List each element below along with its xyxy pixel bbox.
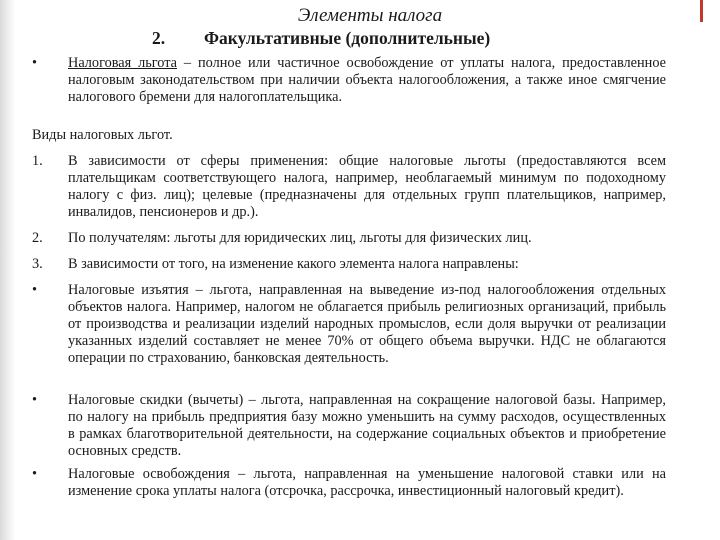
bullet-marker: • bbox=[32, 392, 38, 408]
bullet-text: Налоговые изъятия – льгота, направленная на выведение из-под налогообложения отдельных объектов налога. Например, налогом не облагается прибыль религиозных организаций, прибыль от производства и реализации изделий народных промыслов, если доля выручки от реализации указанных изделий составляет не менее 70% от общего объема выручки. НДС не облагаются операции по страхованию, банковская деятельность. bbox=[68, 282, 666, 366]
intro-definition: – полное или частичное освобождение от уплаты налога, предоставленное налоговым законодательством при наличии объекта налогообложения, а также иное смягчение налогового бремени для налогоплательщика. bbox=[68, 55, 666, 105]
intro-term: Налоговая льгота bbox=[68, 55, 178, 71]
item-number: 3. bbox=[32, 256, 43, 272]
section-heading bbox=[152, 27, 490, 49]
item-text: По получателям: льготы для юридических лиц, льготы для физических лиц. bbox=[68, 230, 532, 246]
item-number: 2. bbox=[32, 230, 43, 246]
section-heading-number: 2. bbox=[152, 28, 166, 48]
slide-title: Элементы налога bbox=[297, 5, 443, 26]
bullet-text: Налоговые скидки (вычеты) – льгота, направленная на сокращение налоговой базы. Например, по налогу на прибыль предприятия базу можно уменьшить на сумму расходов, осуществленных в рамках благотворительной деятельности, на содержание социальных объектов и приобретение основных средств. bbox=[68, 392, 666, 459]
types-label: Виды налоговых льгот. bbox=[32, 127, 173, 143]
left-edge-shadow bbox=[0, 0, 16, 540]
bullet-text: Налоговые освобождения – льгота, направленная на уменьшение налоговой ставки или на изменение срока уплаты налога (отсрочка, рассрочка, инвестиционный налоговый кредит). bbox=[68, 466, 666, 499]
bullet-marker: • bbox=[32, 466, 38, 482]
item-number: 1. bbox=[32, 153, 43, 169]
item-text: В зависимости от того, на изменение какого элемента налога направлены: bbox=[68, 256, 519, 272]
bullet-marker: • bbox=[32, 55, 38, 71]
item-text: В зависимости от сферы применения: общие налоговые льготы (предоставляются всем плательщикам соответствующего налога, например, необлагаемый минимум по подоходному налогу с физ. лиц); целевые (предназначены для отдельных групп плательщиков, например, инвалидов, пенсионеров и др.). bbox=[68, 153, 666, 220]
section-heading-text: Факультативные (дополнительные) bbox=[204, 28, 491, 48]
bullet-marker: • bbox=[32, 282, 38, 298]
